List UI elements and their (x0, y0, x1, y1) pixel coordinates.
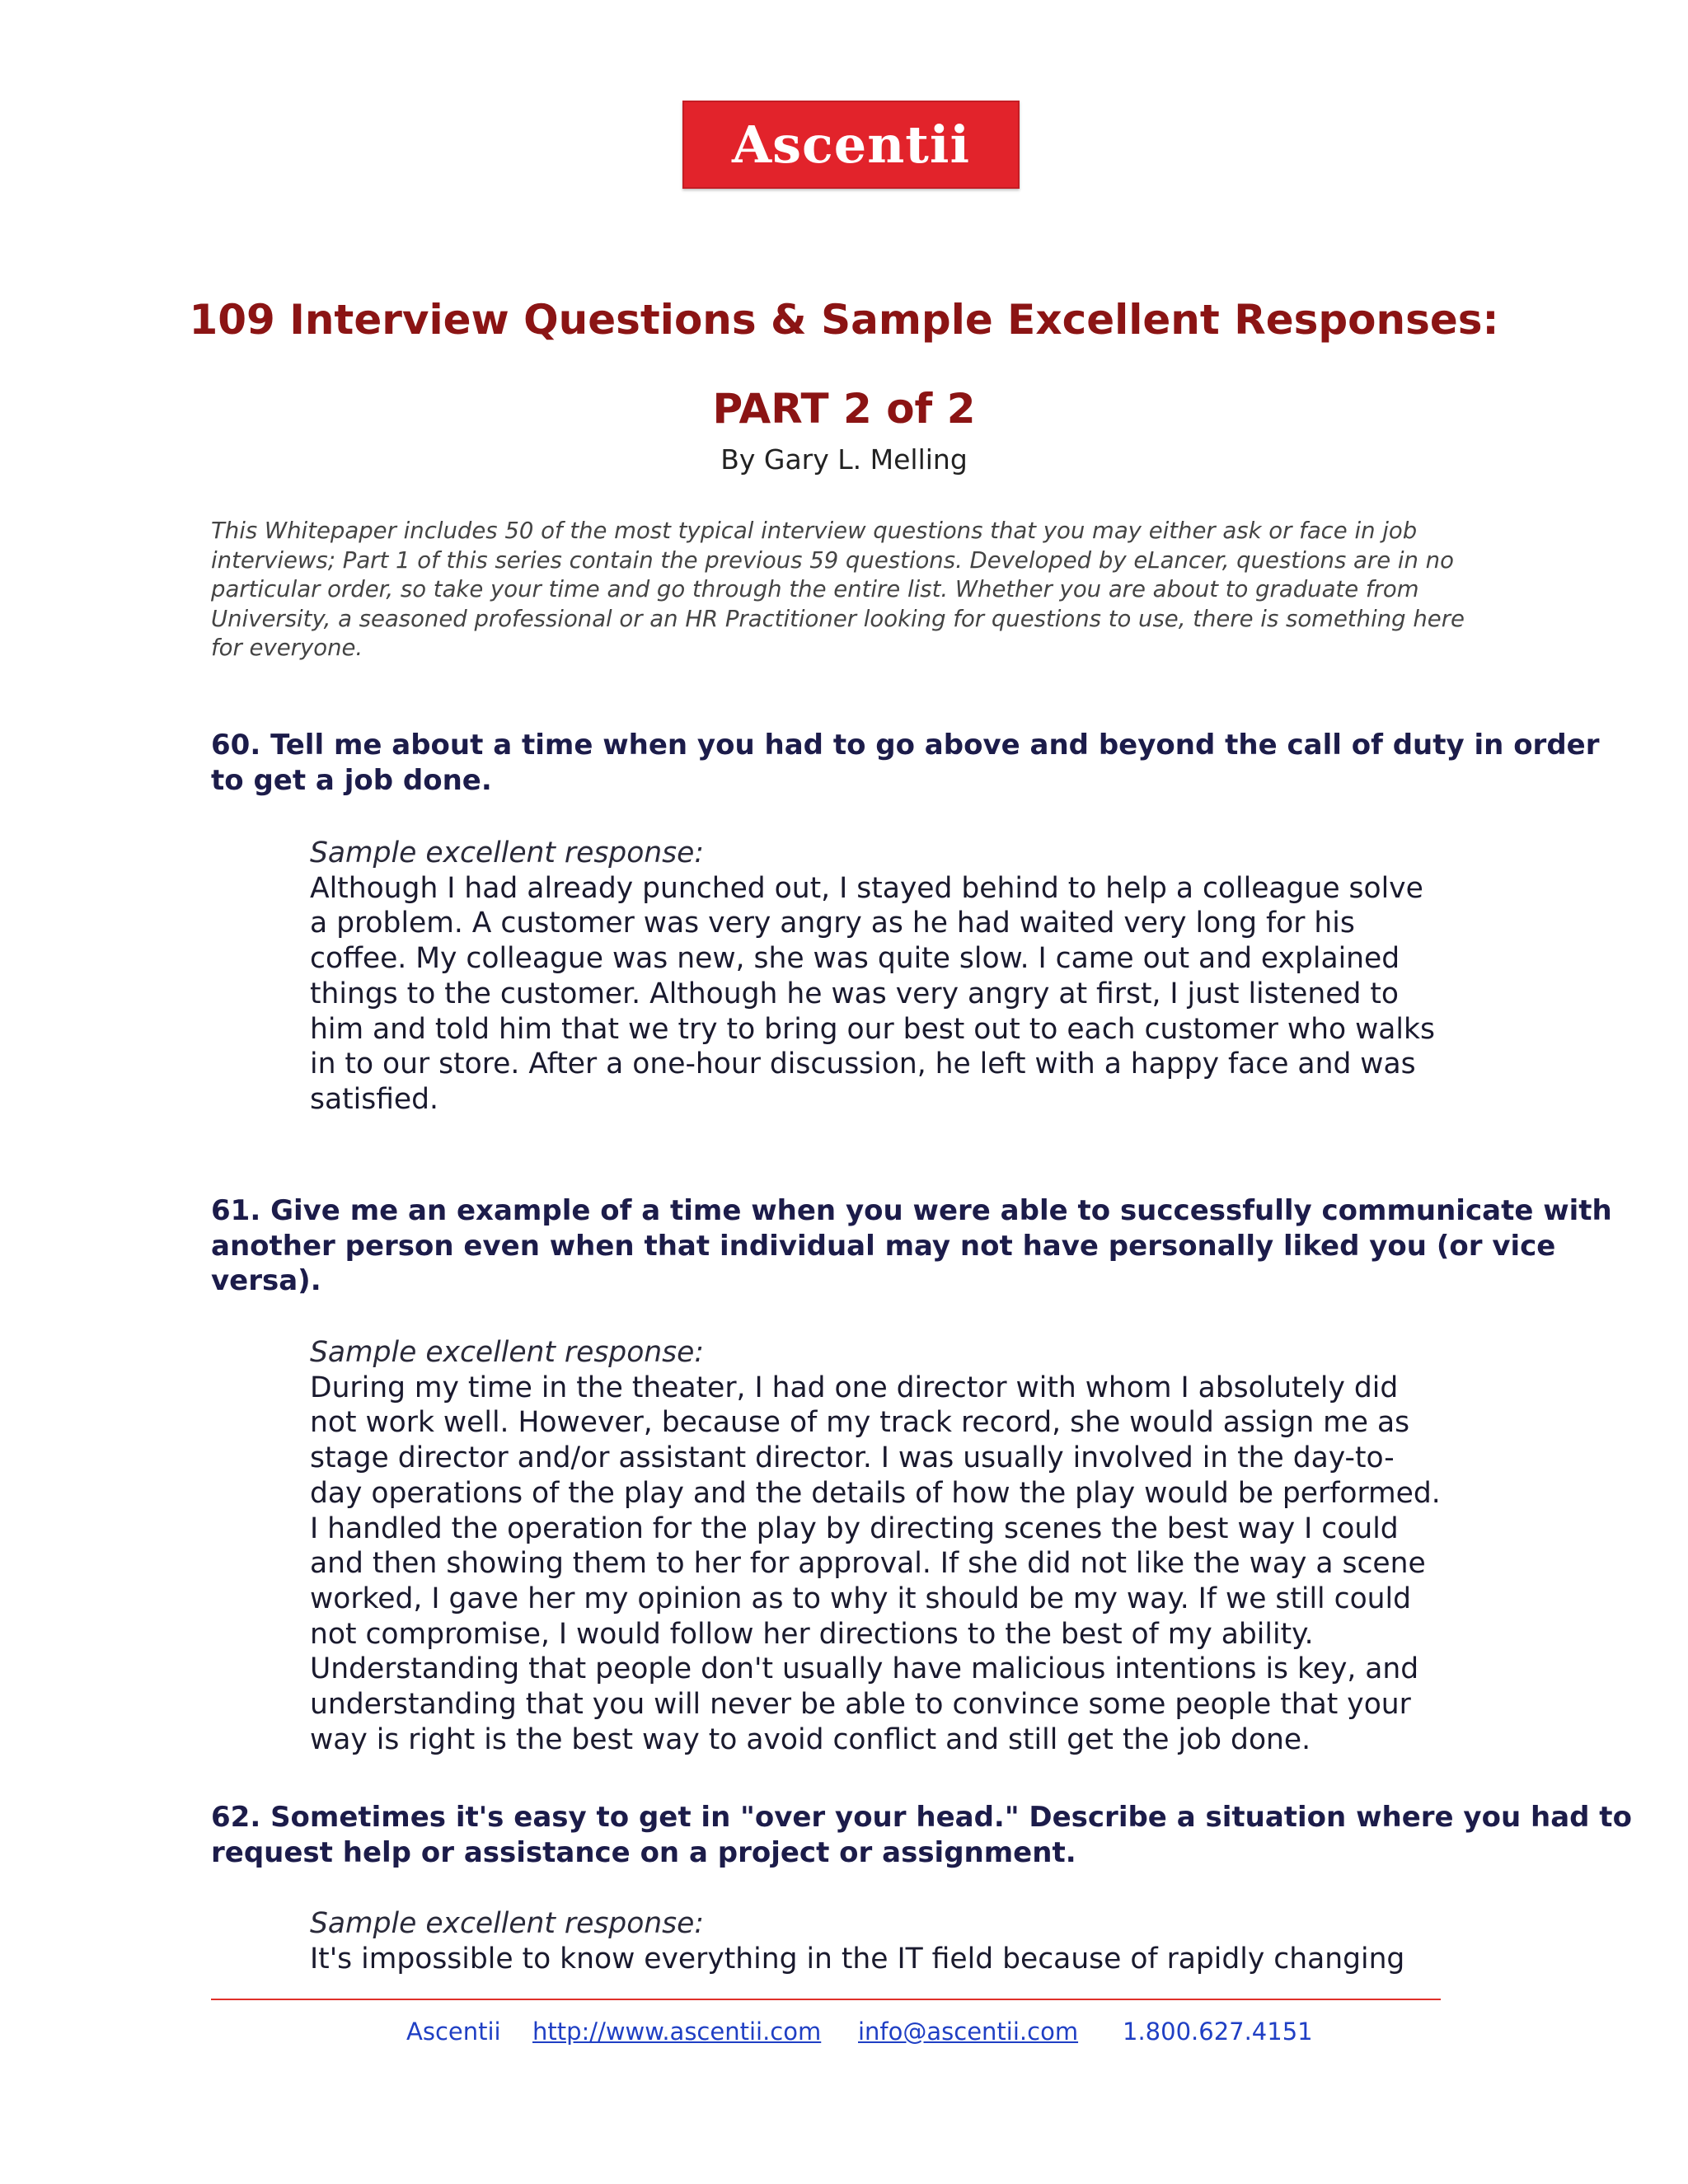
question-62-heading (211, 1800, 1632, 1870)
response-label: Sample excellent response: (310, 1907, 704, 1940)
document-part-heading: PART 2 of 2 (712, 385, 976, 433)
question-line: 62. Sometimes it's easy to get in "over your head." Describe a situation where you had to (211, 1801, 1632, 1834)
response-line: him and told him that we try to bring our best out to each customer who walks (310, 1012, 1435, 1046)
intro-line: particular order, so take your time and go through the entire list. Whether you are about to graduate from (211, 576, 1419, 602)
response-line: understanding that you will never be able to convince some people that your (310, 1688, 1411, 1722)
response-line: I handled the operation for the play by directing scenes the best way I could (310, 1511, 1399, 1545)
question-61-heading (211, 1193, 1612, 1299)
question-line: another person even when that individual may not have personally liked you (or vice (211, 1229, 1556, 1263)
response-line: way is right is the best way to avoid conflict and still get the job done. (310, 1722, 1311, 1756)
question-line: 61. Give me an example of a time when you were able to successfully communicate with (211, 1194, 1612, 1227)
response-line: and then showing them to her for approval. If she did not like the way a scene (310, 1547, 1426, 1581)
question-line: versa). (211, 1264, 321, 1297)
footer-email-link[interactable]: info@ascentii.com (858, 2018, 1079, 2046)
response-line: coffee. My colleague was new, she was quite slow. I came out and explained (310, 942, 1400, 976)
response-line: things to the customer. Although he was very angry at first, I just listened to (310, 977, 1399, 1010)
response-line: During my time in the theater, I had one director with whom I absolutely did (310, 1371, 1399, 1404)
footer-website-link[interactable]: http://www.ascentii.com (532, 2018, 822, 2046)
intro-line: This Whitepaper includes 50 of the most typical interview questions that you may either ask or face in job (211, 518, 1418, 544)
response-label: Sample excellent response: (310, 1336, 704, 1369)
intro-line: University, a seasoned professional or an HR Practitioner looking for questions to use, there is something here (211, 605, 1465, 632)
response-line: not work well. However, because of my track record, she would assign me as (310, 1406, 1410, 1440)
footer-divider (211, 1999, 1441, 2000)
intro-line: for everyone. (211, 635, 363, 661)
page-footer (0, 2015, 1688, 2048)
question-61-response (310, 1335, 1497, 1757)
response-label: Sample excellent response: (310, 837, 704, 869)
response-line: It's impossible to know everything in the IT field because of rapidly changing (310, 1942, 1405, 1975)
intro-line: interviews; Part 1 of this series contain the previous 59 questions. Developed by eLancer, questions are in no (211, 546, 1454, 574)
response-line: not compromise, I would follow her directions to the best of my ability. (310, 1617, 1314, 1651)
response-line: a problem. A customer was very angry as he had waited very long for his (310, 907, 1355, 940)
response-line: Although I had already punched out, I stayed behind to help a colleague solve (310, 871, 1423, 905)
question-line: request help or assistance on a project or assignment. (211, 1835, 1076, 1869)
ascentii-logo: Ascentii (682, 101, 1020, 189)
response-line: satisfied. (310, 1082, 439, 1116)
question-line: to get a job done. (211, 763, 492, 797)
question-62-response (310, 1906, 1497, 1976)
intro-paragraph (211, 517, 1480, 663)
response-line: in to our store. After a one-hour discussion, he left with a happy face and was (310, 1047, 1416, 1081)
question-line: 60. Tell me about a time when you had to go above and beyond the call of duty in order (211, 729, 1600, 762)
response-line: Understanding that people don't usually have malicious intentions is key, and (310, 1652, 1419, 1686)
response-line: day operations of the play and the details of how the play would be performed. (310, 1476, 1441, 1510)
author-byline: By Gary L. Melling (720, 443, 968, 476)
response-line: stage director and/or assistant director. I was usually involved in the day-to- (310, 1441, 1395, 1475)
document-title: 109 Interview Questions & Sample Excellent Responses: (189, 296, 1499, 344)
question-60-heading (211, 728, 1600, 798)
footer-phone: 1.800.627.4151 (1123, 2018, 1313, 2046)
question-60-response (310, 836, 1497, 1118)
response-line: worked, I gave her my opinion as to why it should be my way. If we still could (310, 1582, 1412, 1615)
footer-company: Ascentii (406, 2018, 501, 2046)
